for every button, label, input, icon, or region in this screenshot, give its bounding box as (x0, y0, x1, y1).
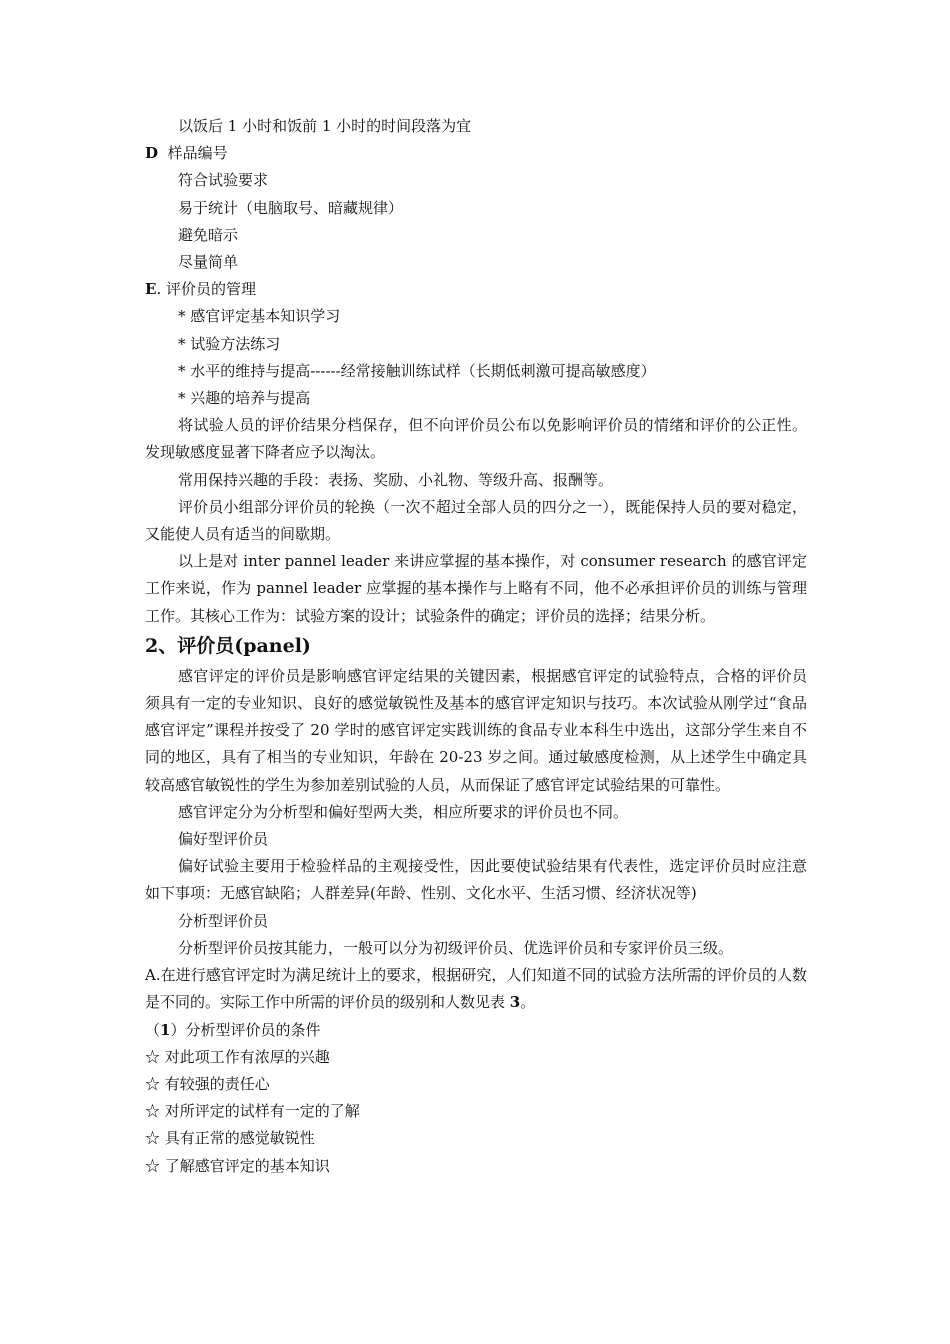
condition-item: ☆ 有较强的责任心 (145, 1074, 270, 1093)
paragraph: 分析型评价员按其能力，一般可以分为初级评价员、优选评价员和专家评价员三级。 (178, 938, 734, 957)
paragraph-end: 。 (520, 993, 536, 1012)
conditions-open: （ (145, 1020, 161, 1039)
paragraph: 将试验人员的评价结果分档保存，但不向评价员公布以免影响评价员的情绪和评价的公正性。发现敏感度显著下降者应予以淘汰。 (145, 416, 807, 462)
conditions-heading (145, 1017, 807, 1044)
paragraph: 评价员小组部分评价员的轮换（一次不超过全部人员的四分之一），既能保持人员的要对稳定，又能使人员有适当的间歇期。 (145, 497, 807, 544)
text-line: 以饭后 1 小时和饭前 1 小时的时间段落为宜 (178, 117, 472, 135)
paragraph: 以上是对 inter pannel leader 来讲应掌握的基本操作，对 consumer research 的感官评定工作来说，作为 pannel leader 应掌握的基本操作与上略有不同，他不必承担评价员的训练与管理工作。其核心工作为：试验方案的设计；试验条件的确定；评价员的选择；结果分析。 (145, 552, 807, 625)
list-item: 避免暗示 (178, 225, 239, 244)
section-d-title: 样品编号 (167, 144, 228, 163)
condition-item: ☆ 了解感官评定的基本知识 (145, 1156, 330, 1175)
section-e-heading (145, 276, 807, 303)
list-item: 符合试验要求 (178, 171, 269, 190)
list-item: * 试验方法练习 (178, 334, 281, 353)
condition-item: ☆ 对此项工作有浓厚的兴趣 (145, 1047, 330, 1066)
table-ref-number: 3 (509, 993, 521, 1012)
section-d-label: D (145, 144, 159, 163)
section-d-heading (145, 140, 807, 167)
paragraph: 偏好试验主要用于检验样品的主观接受性，因此要使试验结果有代表性，选定评价员时应注意如下事项：无感官缺陷；人群差异(年龄、性别、文化水平、生活习惯、经济状况等) (145, 857, 807, 903)
paragraph: 感官评定分为分析型和偏好型两大类，相应所要求的评价员也不同。 (178, 802, 629, 821)
list-item: 尽量简单 (178, 253, 239, 272)
list-item: 易于统计（电脑取号、暗藏规律） (178, 198, 404, 217)
paragraph (145, 962, 807, 1016)
conditions-number: 1 (160, 1020, 171, 1039)
paragraph: 偏好型评价员 (178, 830, 269, 849)
list-item: * 兴趣的培养与提高 (178, 389, 311, 408)
document-body (145, 113, 807, 1180)
paragraph: 分析型评价员 (178, 911, 269, 930)
paragraph: 感官评定的评价员是影响感官评定结果的关键因素，根据感官评定的试验特点，合格的评价员须具有一定的专业知识、良好的感觉敏锐性及基本的感官评定知识与技巧。本次试验从刚学过“食品感官评定”课程并按受了 20 学时的感官评定实践训练的食品专业本科生中选出，这部分学生来自不同的地区，具有了相当的专业知识，年龄在 20-23 岁之间。通过敏感度检测，从上述学生中确定具较高感官敏锐性的学生为参加差别试验的人员，从而保证了感官评定试验结果的可靠性。 (145, 666, 807, 794)
section-2-heading: 2、评价员(panel) (145, 634, 311, 657)
section-e-title: . 评价员的管理 (156, 280, 256, 299)
condition-item: ☆ 对所评定的试样有一定的了解 (145, 1102, 360, 1121)
condition-item: ☆ 具有正常的感觉敏锐性 (145, 1129, 315, 1148)
paragraph: 常用保持兴趣的手段：表扬、奖励、小礼物、等级升高、报酬等。 (178, 470, 614, 489)
list-item: * 感官评定基本知识学习 (178, 307, 341, 326)
conditions-title: ）分析型评价员的条件 (170, 1020, 321, 1039)
paragraph-text: A.在进行感官评定时为满足统计上的要求，根据研究，人们知道不同的试验方法所需的评价员的人数是不同的。实际工作中所需的评价员的级别和人数见表 (145, 966, 807, 1012)
section-e-label: E (145, 280, 157, 299)
list-item: * 水平的维持与提高------经常接触训练试样（长期低刺激可提高敏感度） (178, 361, 656, 380)
